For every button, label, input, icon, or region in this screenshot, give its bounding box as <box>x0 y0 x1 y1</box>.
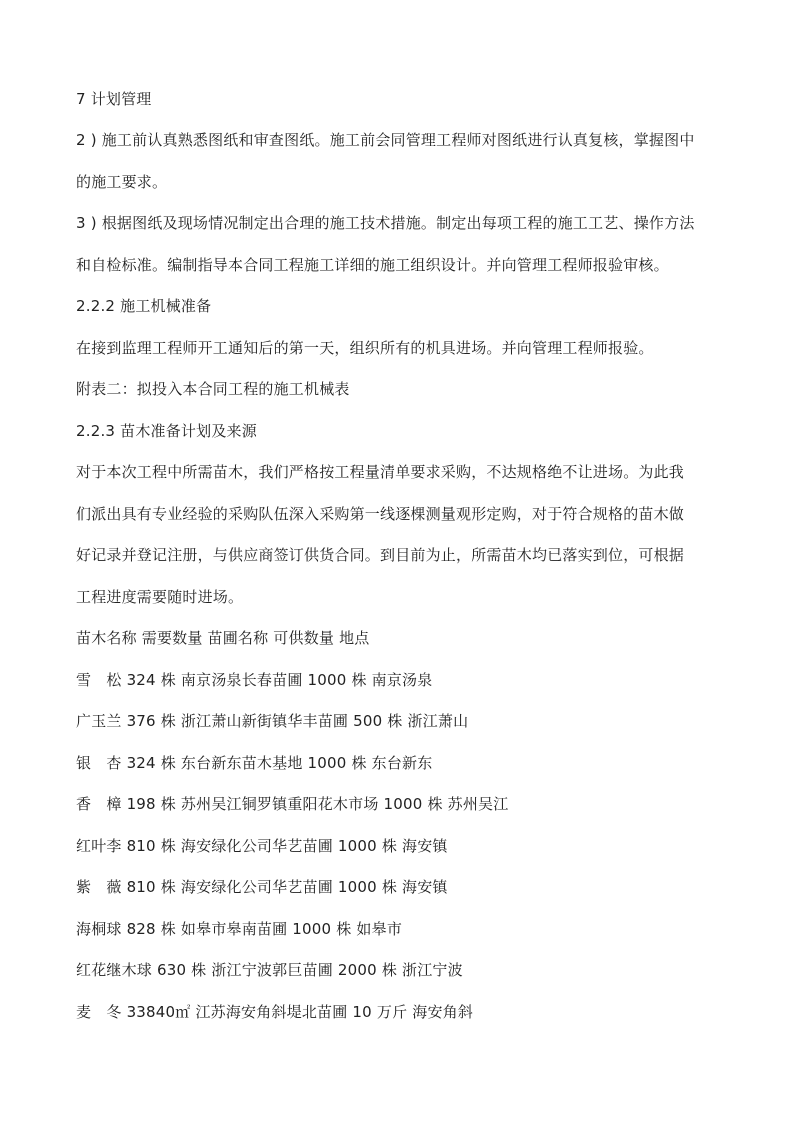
heading: 7 计划管理 <box>76 90 152 108</box>
section-heading-2-2-3: 2.2.3 苗木准备计划及来源 <box>76 422 257 440</box>
paragraph-2-2-3-line-3: 好记录并登记注册，与供应商签订供货合同。到目前为止，所需苗木均已落实到位，可根据 <box>76 546 685 564</box>
paragraph-2-2-2: 在接到监理工程师开工通知后的第一天，组织所有的机具进场。并向管理工程师报验。 <box>76 339 654 357</box>
paragraph-3-line-2: 和自检标准。编制指导本合同工程施工详细的施工组织设计。并向管理工程师报验审核。 <box>76 256 669 274</box>
appendix-2-title: 附表二：拟投入本合同工程的施工机械表 <box>76 380 350 398</box>
paragraph-2-line-1: 2 ) 施工前认真熟悉图纸和审查图纸。施工前会同管理工程师对图纸进行认真复核，掌握图中 <box>76 131 695 149</box>
paragraph-3-line-1: 3 ) 根据图纸及现场情况制定出合理的施工技术措施。制定出每项工程的施工工艺、操作方法 <box>76 214 695 232</box>
paragraph-2-2-3-line-2: 们派出具有专业经验的采购队伍深入采购第一线逐棵测量观形定购，对于符合规格的苗木做 <box>76 505 685 523</box>
table-row: 麦 冬 33840㎡ 江苏海安角斜堤北苗圃 10 万斤 海安角斜 <box>76 1003 474 1021</box>
table-header: 苗木名称 需要数量 苗圃名称 可供数量 地点 <box>76 629 370 647</box>
table-row: 雪 松 324 株 南京汤泉长春苗圃 1000 株 南京汤泉 <box>76 671 433 689</box>
table-row: 香 樟 198 株 苏州吴江铜罗镇重阳花木市场 1000 株 苏州吴江 <box>76 795 509 813</box>
table-row: 紫 薇 810 株 海安绿化公司华艺苗圃 1000 株 海安镇 <box>76 878 448 896</box>
table-row: 红叶李 810 株 海安绿化公司华艺苗圃 1000 株 海安镇 <box>76 837 448 855</box>
paragraph-2-line-2: 的施工要求。 <box>76 173 168 191</box>
table-row: 广玉兰 376 株 浙江萧山新街镇华丰苗圃 500 株 浙江萧山 <box>76 712 469 730</box>
paragraph-2-2-3-line-4: 工程进度需要随时进场。 <box>76 588 244 606</box>
section-heading-2-2-2: 2.2.2 施工机械准备 <box>76 297 212 315</box>
paragraph-2-2-3-line-1: 对于本次工程中所需苗木，我们严格按工程量清单要求采购，不达规格绝不让进场。为此我 <box>76 463 685 481</box>
table-row: 海桐球 828 株 如皋市皋南苗圃 1000 株 如皋市 <box>76 920 403 938</box>
table-row: 红花继木球 630 株 浙江宁波郭巨苗圃 2000 株 浙江宁波 <box>76 961 463 979</box>
table-row: 银 杏 324 株 东台新东苗木基地 1000 株 东台新东 <box>76 754 433 772</box>
